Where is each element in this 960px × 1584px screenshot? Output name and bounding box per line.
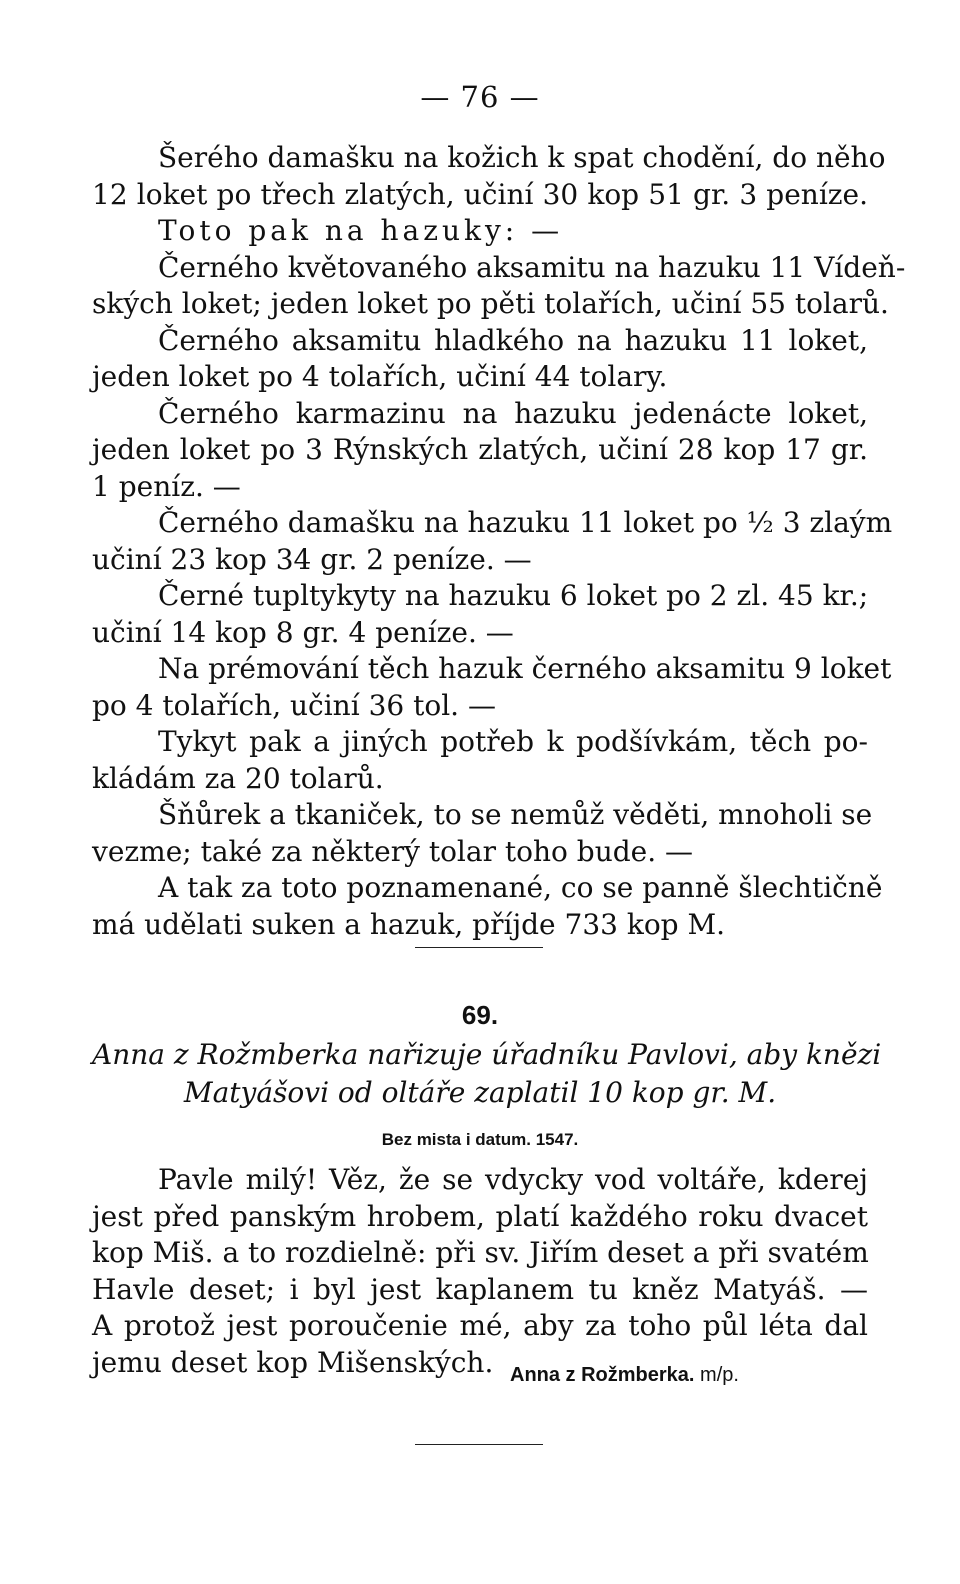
- signature-mark: m/p.: [700, 1364, 739, 1386]
- text-line: Černého aksamitu hladkého na hazuku 11 loket,: [158, 323, 868, 357]
- heading-line: Anna z Rožmberka nařizuje úřadníku Pavlovi, aby knězi: [92, 1038, 882, 1071]
- section-label: Toto pak na hazuky: —: [158, 214, 564, 247]
- signature: [510, 1364, 739, 1387]
- letter-body: [92, 1162, 868, 1381]
- document-number: 69.: [461, 1000, 499, 1030]
- text-line: ských loket; jeden loket po pěti tolařích, učiní 55 tolarů.: [92, 287, 889, 320]
- text-line: po 4 tolařích, učiní 36 tol. —: [92, 688, 496, 722]
- text-line: jest před panským hrobem, platí každého roku dvacet: [92, 1199, 868, 1233]
- text-line: Šerého damašku na kožich k spat chodění, do něho: [158, 141, 886, 174]
- heading-line: Matyášovi od oltáře zaplatil 10 kop gr. M.: [183, 1076, 777, 1109]
- text-line: Černého damašku na hazuku 11 loket po ½ 3 zlaým: [158, 506, 893, 539]
- text-line: 12 loket po třech zlatých, učiní 30 kop 51 gr. 3 peníze.: [92, 177, 868, 211]
- text-line: 1 peníz. —: [92, 469, 241, 503]
- text-line: Pavle milý! Věz, že se vdycky vod voltáře, kderej: [158, 1163, 868, 1196]
- expense-list: [92, 140, 906, 943]
- text-line: Tykyt pak a jiných potřeb k podšívkám, těch po-: [158, 725, 868, 758]
- text-line: Černého květovaného aksamitu na hazuku 11 Vídeň-: [158, 250, 906, 284]
- text-line: A tak za toto poznamenané, co se panně šlechtičně: [158, 871, 883, 904]
- text-line: učiní 14 kop 8 gr. 4 peníze. —: [92, 615, 514, 649]
- signature-name: Anna z Rožmberka.: [510, 1364, 695, 1386]
- document-heading: [92, 1036, 882, 1112]
- text-line: jeden loket po 4 tolařích, učiní 44 tolary.: [92, 360, 668, 393]
- text-line: Černé tupltykyty na hazuku 6 loket po 2 zl. 45 kr.;: [158, 579, 869, 612]
- text-line: jemu deset kop Mišenských.: [92, 1345, 494, 1379]
- text-line: kop Miš. a to rozdielně: při sv. Jiřím deset a při svatém: [92, 1236, 869, 1269]
- section-divider: [415, 947, 543, 948]
- text-line: učiní 23 kop 34 gr. 2 peníze. —: [92, 542, 532, 576]
- text-line: Šňůrek a tkaniček, to se nemůž věděti, mnoholi se: [158, 798, 873, 831]
- text-line: má udělati suken a hazuk, příjde 733 kop M.: [92, 907, 726, 941]
- text-line: kládám za 20 tolarů.: [92, 761, 384, 795]
- text-line: Černého karmazinu na hazuku jedenácte loket,: [158, 396, 868, 430]
- text-line: jeden loket po 3 Rýnských zlatých, učiní 28 kop 17 gr.: [92, 433, 868, 466]
- text-line: Havle deset; i byl jest kaplanem tu kněz Matyáš. —: [92, 1272, 868, 1306]
- text-line: A protož jest poroučenie mé, aby za toho půl léta dal: [92, 1309, 868, 1342]
- text-line: Na prémování těch hazuk černého aksamitu 9 loket: [158, 652, 892, 685]
- footer-divider: [415, 1444, 543, 1445]
- page-number: — 76 —: [420, 80, 540, 114]
- place-date: Bez mista i datum. 1547.: [381, 1130, 579, 1149]
- text-line: vezme; také za některý tolar toho bude. —: [92, 834, 694, 868]
